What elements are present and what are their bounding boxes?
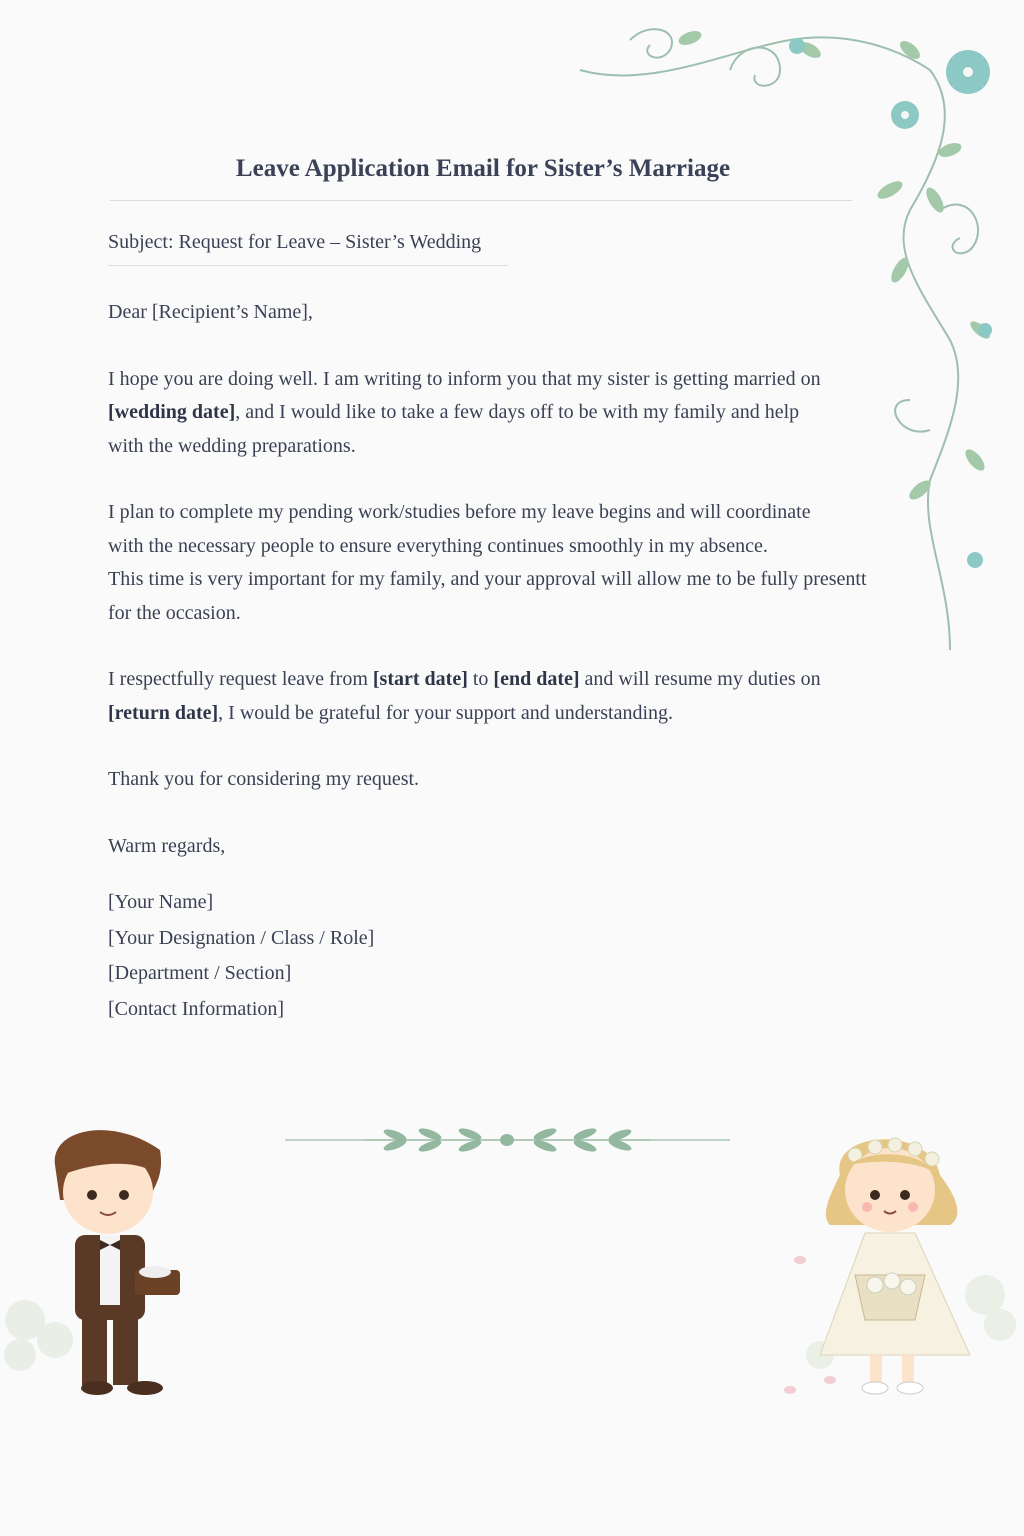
text-segment: for the occasion. xyxy=(108,601,241,624)
signature-name: [Your Name] xyxy=(108,891,214,913)
placeholder-field: [start date] xyxy=(372,668,468,690)
text-segment: to xyxy=(467,668,494,690)
subject-divider xyxy=(108,265,508,266)
text-segment: with the necessary people to ensure everything continues smoothly in my absence. xyxy=(108,534,768,557)
text-segment: and will resume my duties on xyxy=(579,668,821,690)
text-segment: I hope you are doing well. I am writing to inform you that my sister is getting married on xyxy=(108,367,821,390)
paragraph-line xyxy=(108,430,878,464)
sign-off: Warm regards, xyxy=(108,834,226,857)
closing-thanks: Thank you for considering my request. xyxy=(108,768,420,790)
boy-with-ring-box-illustration xyxy=(0,1120,230,1410)
leaf-divider xyxy=(285,1125,730,1155)
paragraph-line xyxy=(108,530,878,564)
flower-girl-illustration xyxy=(770,1125,1024,1415)
signature-block xyxy=(108,885,878,1027)
body-paragraphs xyxy=(108,363,878,764)
text-segment: with the wedding preparations. xyxy=(108,434,356,457)
text-segment: I plan to complete my pending work/studies before my leave begins and will coordinate xyxy=(108,501,811,523)
signature-contact: [Contact Information] xyxy=(108,997,285,1020)
paragraph-line xyxy=(108,597,878,631)
placeholder-field: [end date] xyxy=(493,668,580,690)
placeholder-field: [wedding date] xyxy=(108,401,236,423)
text-segment: , I would be grateful for your support and understanding. xyxy=(218,701,674,724)
signature-designation: [Your Designation / Class / Role] xyxy=(108,926,375,949)
title-divider xyxy=(110,200,852,201)
text-segment: I respectfully request leave from xyxy=(108,668,373,690)
signature-department: [Department / Section] xyxy=(108,962,292,984)
greeting: Dear [Recipient’s Name], xyxy=(108,301,313,323)
placeholder-field: [return date] xyxy=(108,701,219,724)
paragraph-line xyxy=(108,363,878,397)
text-segment: This time is very important for my family, and your approval will allow me to be fully presentt xyxy=(108,568,867,590)
document-title: Leave Application Email for Sister’s Marriage xyxy=(235,155,731,182)
paragraph-line xyxy=(108,663,878,697)
text-segment: , and I would like to take a few days off to be with my family and help xyxy=(235,401,800,423)
paragraph-line xyxy=(108,697,878,731)
email-subject: Subject: Request for Leave – Sister’s Wedding xyxy=(108,231,482,253)
email-body xyxy=(108,296,878,1027)
paragraph-line xyxy=(108,563,878,597)
paragraph-line xyxy=(108,496,878,530)
paragraph-line xyxy=(108,396,878,430)
